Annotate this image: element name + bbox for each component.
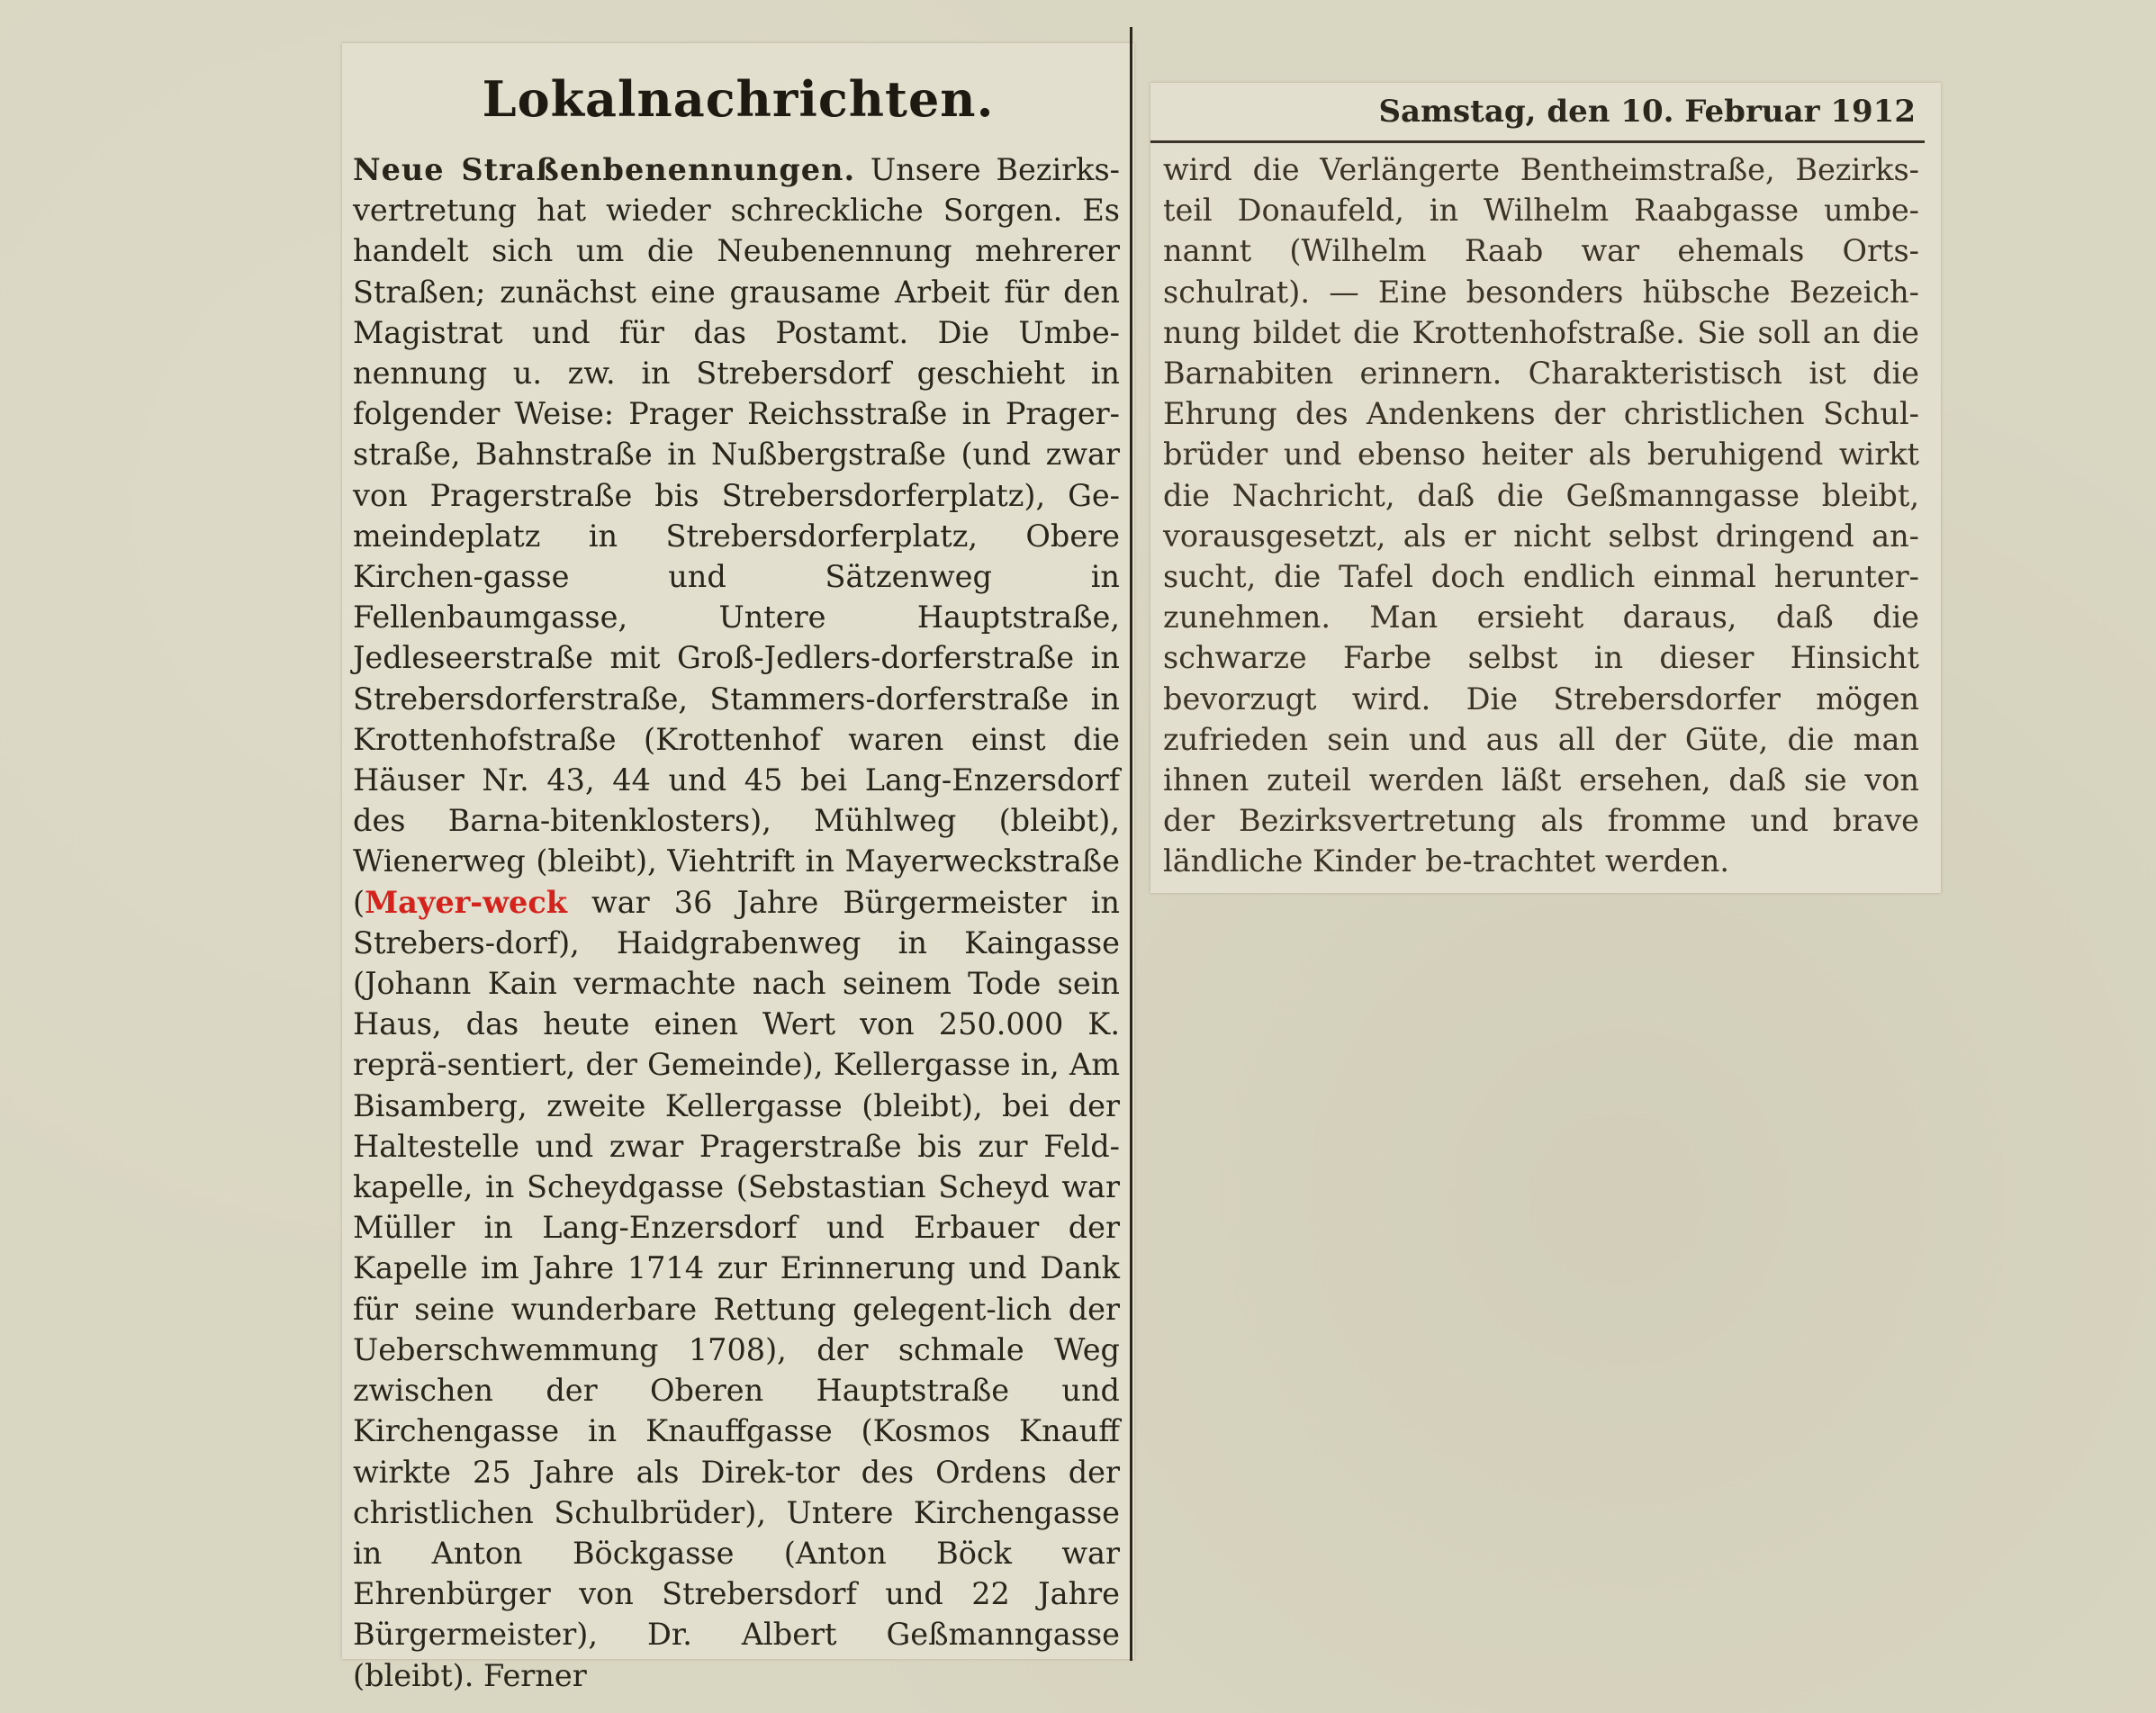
highlighted-name: Mayer-weck xyxy=(365,884,567,920)
column-divider xyxy=(1130,27,1132,1661)
dateline xyxy=(1150,90,1925,143)
right-clipping xyxy=(1150,83,1941,893)
right-column-text: wird die Verlängerte Bentheimstraße, Bezirks-teil Donaufeld, in Wilhelm Raabgasse umbe-nannt (Wilhelm Raab war ehemals Orts-schulrat). — Eine besonders hübsche Bezeich-nung bildet die Krottenhofstraße. Sie soll an die Barnabiten erinnern. Charakteristisch ist die Ehrung des Andenkens der christlichen Schul-brüder und ebenso heiter als beruhigend wirkt die Nachricht, daß die Geßmanngasse bleibt, vorausgesetzt, als er nicht selbst dringend an-sucht, die Tafel doch endlich einmal herunter-zunehmen. Man ersieht daraus, daß die schwarze Farbe selbst in dieser Hinsicht bevorzugt wird. Die Strebersdorfer mögen zufrieden sein und aus all der Güte, die man ihnen zuteil werden läßt ersehen, daß sie von der Bezirksvertretung als fromme und brave ländliche Kinder be-trachtet werden. xyxy=(1163,152,1919,879)
left-text-part-1: Unsere Bezirks-vertretung hat wieder schreckliche Sorgen. Es handelt sich um die Neubenennung mehrerer Straßen; zunächst eine grausame Arbeit für den Magistrat und für das Postamt. Die Umbe-nennung u. zw. in Strebersdorf geschieht in folgender Weise: Prager Reichsstraße in Prager-straße, Bahnstraße in Nußbergstraße (und zwar von Pragerstraße bis Strebersdorferplatz), Ge-meindeplatz in Strebersdorferplatz, Obere Kirchen-gasse und Sätzenweg in Fellenbaumgasse, Untere Hauptstraße, Jedleseerstraße mit Groß-Jedlers-dorferstraße in Strebersdorferstraße, Stammers-dorferstraße in Krottenhofstraße (Krottenhof waren einst die Häuser Nr. 43, 44 und 45 bei Lang-Enzersdorf des Barna-bitenklosters), Mühlweg (bleibt), Wienerweg (bleibt), Viehtrift in Mayerweckstraße ( xyxy=(353,152,1120,920)
article-lead: Neue Straßenbenennungen. xyxy=(353,152,856,187)
left-clipping xyxy=(342,43,1134,1693)
left-text-part-2: war 36 Jahre Bürgermeister in Strebers-dorf), Haidgrabenweg in Kaingasse (Johann Kain vermachte nach seinem Tode sein Haus, das heute einen Wert von 250.000 K. reprä-sentiert, der Gemeinde), Kellergasse in, Am Bisamberg, zweite Kellergasse (bleibt), bei der Haltestelle und zwar Pragerstraße bis zur Feld-kapelle, in Scheydgasse (Sebstastian Scheyd war Müller in Lang-Enzersdorf und Erbauer der Kapelle im Jahre 1714 zur Erinnerung und Dank für seine wunderbare Rettung gelegent-lich der Ueberschwemmung 1708), der schmale Weg zwischen der Oberen Hauptstraße und Kirchengasse in Knauffgasse (Kosmos Knauff wirkte 25 Jahre als Direk-tor des Ordens der christlichen Schulbrüder), Untere Kirchengasse in Anton Böckgasse (Anton Böck war Ehrenbürger von Strebersdorf und 22 Jahre Bürgermeister), Dr. Albert Geßmanngasse (bleibt). Ferner xyxy=(353,884,1120,1693)
dateline-text: Samstag, den 10. Februar 1912 xyxy=(1378,94,1916,130)
left-column-text xyxy=(353,149,1120,1696)
article-heading: Lokalnachrichten. xyxy=(482,70,995,128)
